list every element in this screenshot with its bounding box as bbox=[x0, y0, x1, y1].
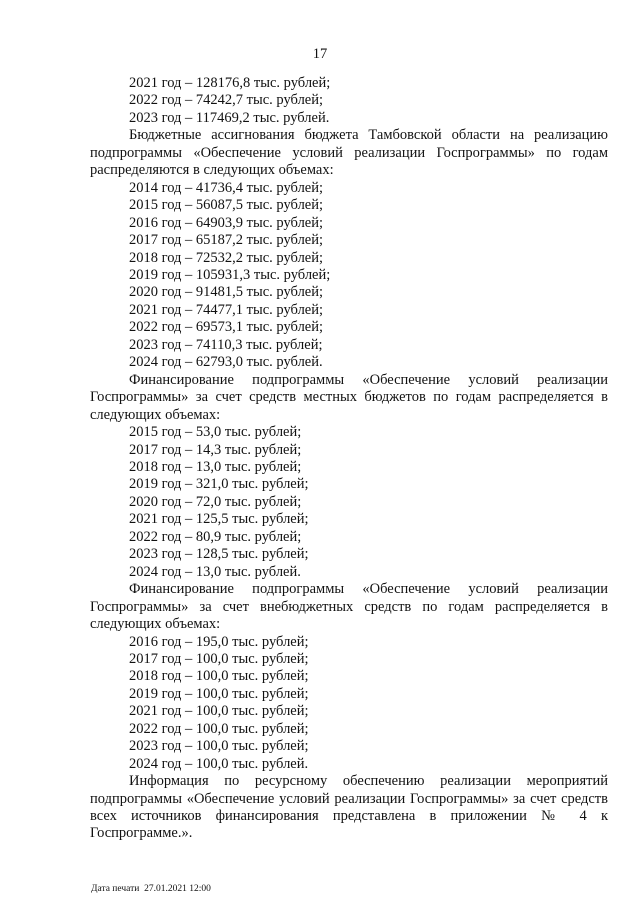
year-amount-line: 2019 год – 105931,3 тыс. рублей; bbox=[129, 266, 331, 283]
year-amount-line: 2024 год – 100,0 тыс. рублей. bbox=[129, 755, 309, 772]
year-amount-line: 2023 год – 74110,3 тыс. рублей; bbox=[129, 336, 323, 353]
year-amount-line: 2022 год – 74242,7 тыс. рублей; bbox=[129, 92, 324, 109]
year-amount-line: 2019 год – 100,0 тыс. рублей; bbox=[129, 685, 309, 702]
year-amount-line: 2015 год – 53,0 тыс. рублей; bbox=[129, 424, 302, 441]
year-amount-line: 2021 год – 128176,8 тыс. рублей; bbox=[129, 75, 331, 91]
document-body bbox=[90, 75, 608, 843]
year-amount-line: 2019 год – 321,0 тыс. рублей; bbox=[129, 476, 309, 493]
year-amount-line: 2021 год – 100,0 тыс. рублей; bbox=[129, 703, 309, 720]
year-amount-line: 2018 год – 72532,2 тыс. рублей; bbox=[129, 249, 324, 266]
year-amount-line: 2024 год – 62793,0 тыс. рублей. bbox=[129, 354, 323, 371]
year-amount-line: 2017 год – 100,0 тыс. рублей; bbox=[129, 650, 309, 667]
print-date-label: Дата печати bbox=[91, 884, 140, 894]
year-amount-line: 2014 год – 41736,4 тыс. рублей; bbox=[129, 179, 324, 196]
year-amount-line: 2024 год – 13,0 тыс. рублей. bbox=[129, 563, 301, 580]
year-amount-line: 2023 год – 100,0 тыс. рублей; bbox=[129, 738, 309, 755]
year-amount-line: 2020 год – 91481,5 тыс. рублей; bbox=[129, 284, 324, 301]
year-amount-line: 2018 год – 100,0 тыс. рублей; bbox=[129, 668, 309, 685]
year-amount-line: 2023 год – 128,5 тыс. рублей; bbox=[129, 546, 309, 563]
year-amount-line: 2020 год – 72,0 тыс. рублей; bbox=[129, 493, 302, 510]
year-amount-line: 2015 год – 56087,5 тыс. рублей; bbox=[129, 197, 324, 214]
print-date-value: 27.01.2021 12:00 bbox=[144, 884, 211, 894]
year-amount-line: 2021 год – 74477,1 тыс. рублей; bbox=[129, 301, 324, 318]
year-amount-line: 2016 год – 195,0 тыс. рублей; bbox=[129, 633, 309, 650]
print-date-footer bbox=[91, 884, 211, 894]
year-amount-line: 2017 год – 65187,2 тыс. рублей; bbox=[129, 232, 324, 249]
year-amount-line: 2022 год – 69573,1 тыс. рублей; bbox=[129, 319, 324, 336]
year-amount-line: 2023 год – 117469,2 тыс. рублей. bbox=[129, 109, 330, 126]
year-amount-line: 2021 год – 125,5 тыс. рублей; bbox=[129, 511, 309, 528]
year-amount-line: 2022 год – 80,9 тыс. рублей; bbox=[129, 528, 302, 545]
paragraph: Бюджетные ассигнования бюджета Тамбовской области на реализацию подпрограммы «Обеспечение условий реализации Госпрограммы» по годам распределяются в следующих объемах: bbox=[90, 127, 608, 179]
year-amount-line: 2022 год – 100,0 тыс. рублей; bbox=[129, 720, 309, 737]
paragraph: Финансирование подпрограммы «Обеспечение условий реализации Госпрограммы» за счет внебюджетных средств по годам распределяется в следующих объемах: bbox=[90, 581, 608, 633]
year-amount-line: 2018 год – 13,0 тыс. рублей; bbox=[129, 458, 302, 475]
year-amount-line: 2017 год – 14,3 тыс. рублей; bbox=[129, 441, 302, 458]
paragraph: Финансирование подпрограммы «Обеспечение условий реализации Госпрограммы» за счет средств местных бюджетов по годам распределяется в следующих объемах: bbox=[90, 371, 608, 423]
paragraph: Информация по ресурсному обеспечению реализации мероприятий подпрограммы «Обеспечение условий реализации Госпрограммы» за счет средств всех источников финансирования представлена в приложении № 4 к Госпрограмме.». bbox=[90, 773, 608, 842]
year-amount-line: 2016 год – 64903,9 тыс. рублей; bbox=[129, 214, 324, 231]
page-number: 17 bbox=[312, 46, 328, 62]
